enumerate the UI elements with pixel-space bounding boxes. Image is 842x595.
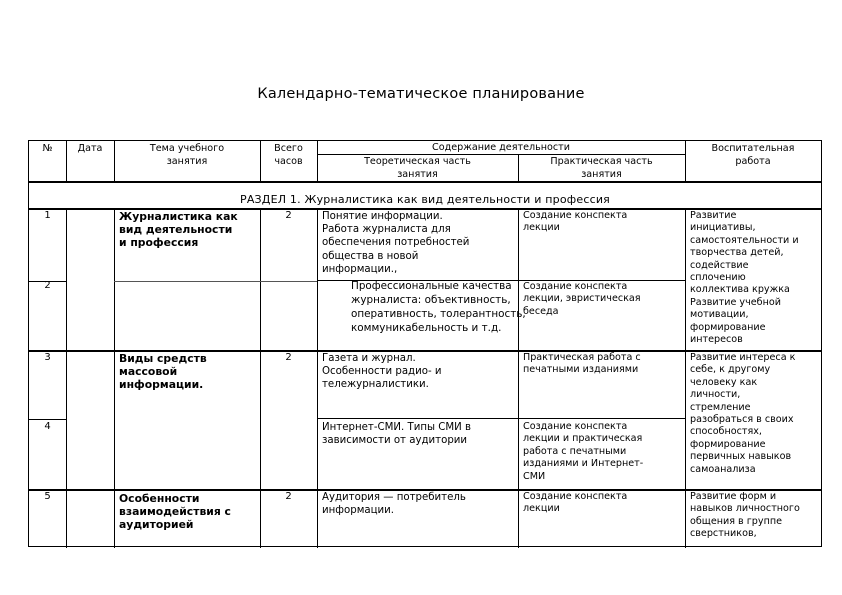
grid-line <box>518 208 519 548</box>
header-practice: Практическая часть занятия <box>550 156 653 180</box>
row-theory: Интернет-СМИ. Типы СМИ в зависимости от аудитории <box>322 422 472 447</box>
row-num: 2 <box>44 280 51 291</box>
page-title: Календарно-тематическое планирование <box>257 86 585 102</box>
row-hours: 2 <box>285 491 292 502</box>
header-num: № <box>42 143 53 154</box>
row-num: 4 <box>44 421 51 432</box>
row-hours: 2 <box>285 210 292 221</box>
grid-line <box>114 281 317 282</box>
grid-line <box>66 208 67 548</box>
grid-line <box>29 419 66 420</box>
row-upbringing: Развитие форм и навыков личностного общения в группе сверстников, <box>690 491 800 540</box>
row-practice: Создание конспекта лекции, эвристическая беседа <box>523 281 641 317</box>
row-theory: Понятие информации. Работа журналиста для обеспечения потребностей общества в новой информации., <box>322 211 470 275</box>
row-topic: Журналистика как вид деятельности и профессия <box>119 210 238 249</box>
header-content: Содержание деятельности <box>432 142 570 153</box>
grid-line <box>317 418 685 419</box>
row-theory: Газета и журнал. Особенности радио- и тележурналистики. <box>322 353 442 391</box>
row-theory: Аудитория — потребитель информации. <box>322 492 466 517</box>
header-theory: Теоретическая часть занятия <box>364 156 471 180</box>
header-upbringing: Воспитательная работа <box>711 143 795 167</box>
row-upbringing: Развитие интереса к себе, к другому человеку как личности, стремление разобраться в своих способностях, формирование первичных навыков самоанализа <box>690 352 796 475</box>
grid-line <box>317 208 318 548</box>
row-practice: Создание конспекта лекции <box>523 210 628 234</box>
row-upbringing: Развитие инициативы, самостоятельности и творчества детей, содействие сплочению коллектива кружка Развитие учебной мотивации, формирование интересов <box>690 210 799 346</box>
header-hours: Всего часов <box>274 143 303 167</box>
header-date: Дата <box>77 143 103 154</box>
row-num: 5 <box>44 491 51 502</box>
row-hours: 2 <box>285 352 292 363</box>
row-topic: Виды средств массовой информации. <box>119 352 207 391</box>
row-num: 3 <box>44 352 51 363</box>
grid-line <box>114 208 115 548</box>
grid-line <box>29 181 821 183</box>
row-num: 1 <box>44 210 51 221</box>
row-practice: Создание конспекта лекции <box>523 491 628 515</box>
planning-table <box>28 140 822 547</box>
header-topic: Тема учебного занятия <box>149 143 225 167</box>
grid-line <box>685 208 686 548</box>
section-title: РАЗДЕЛ 1. Журналистика как вид деятельности и профессия <box>240 193 610 206</box>
row-topic: Особенности взаимодействия с аудиторией <box>119 492 231 531</box>
row-theory: Профессиональные качества журналиста: объективность, оперативность, толерантность, коммуникабельность и т.д. <box>351 280 526 334</box>
row-practice: Создание конспекта лекции и практическая работа с печатными изданиями и Интернет- СМИ <box>523 421 644 482</box>
row-practice: Практическая работа с печатными изданиями <box>523 352 641 376</box>
